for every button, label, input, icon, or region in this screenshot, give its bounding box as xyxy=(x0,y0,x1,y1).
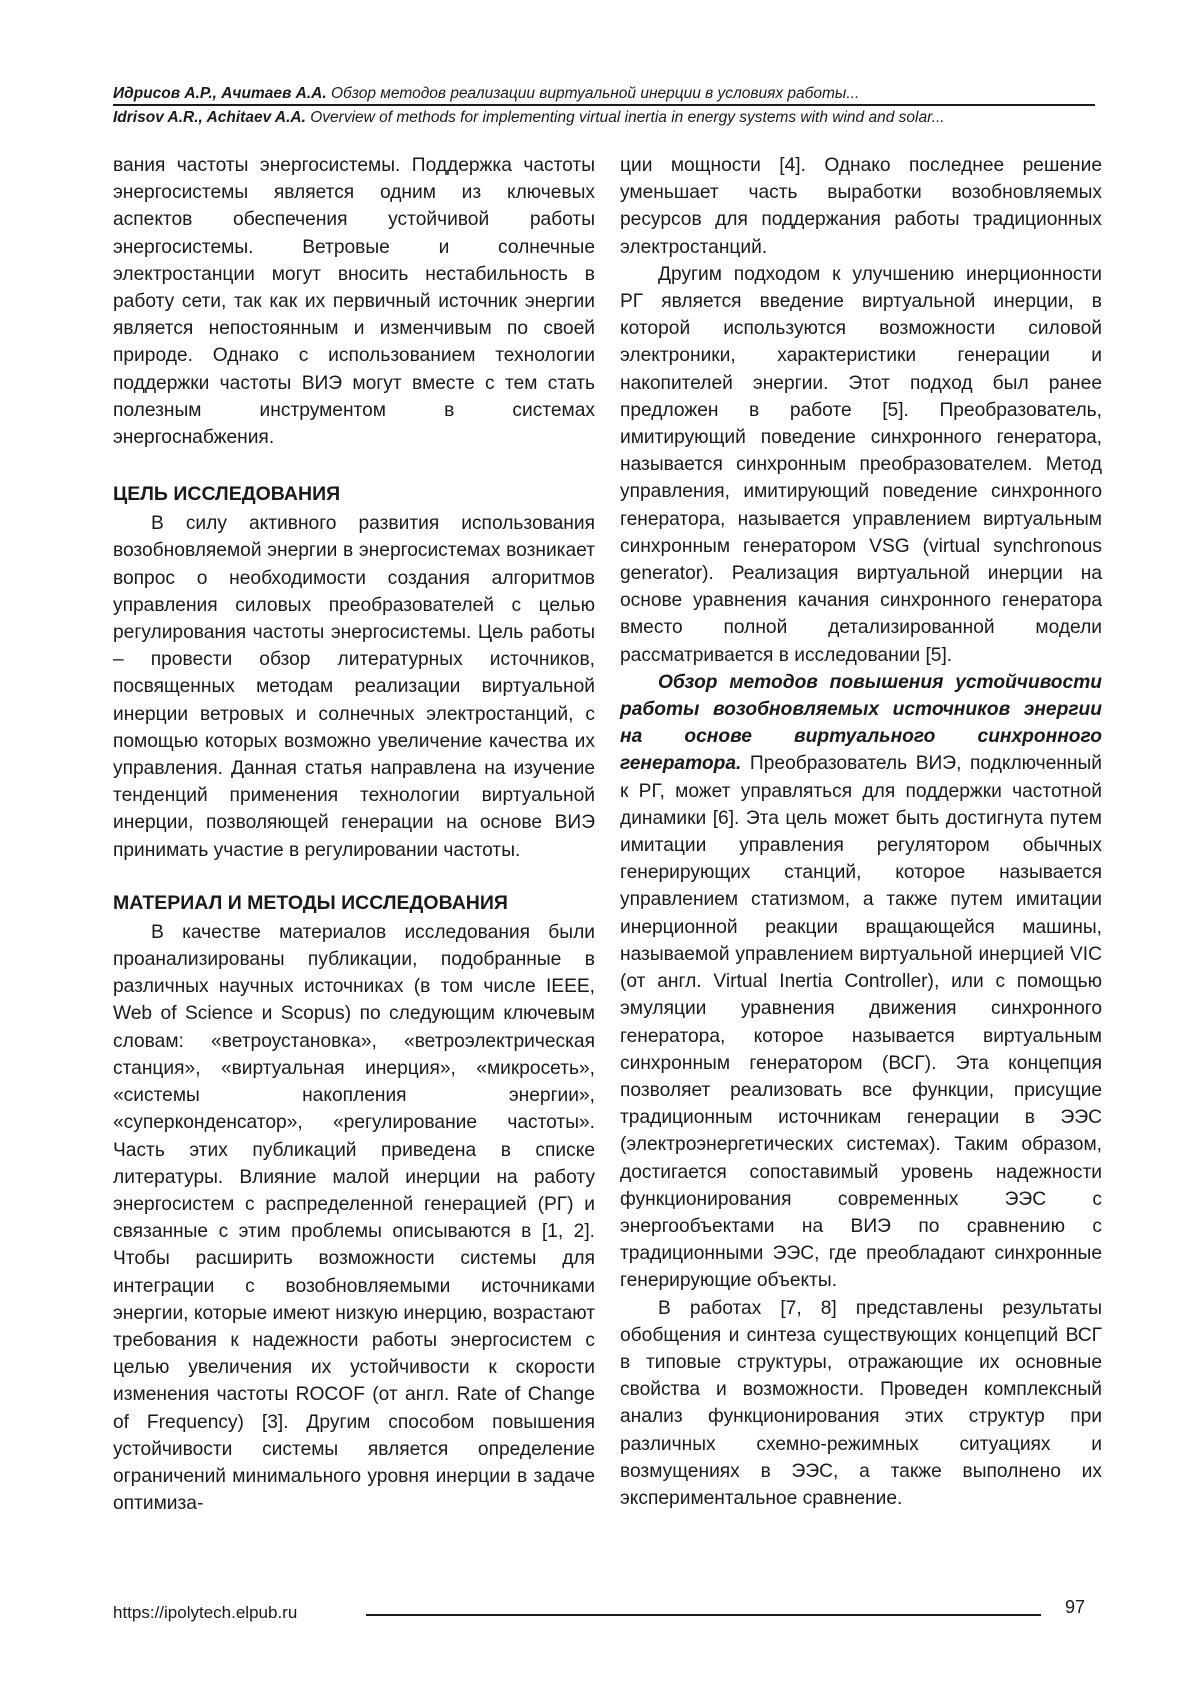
paragraph: ции мощности [4]. Однако последнее решение уменьшает часть выработки возобновляемых ресурсов для поддержания работы традиционных электростанций. xyxy=(620,155,1102,258)
paragraph-body: Преобразователь ВИЭ, подключенный к РГ, может управляться для поддержки частотной динамики [6]. Эта цель может быть достигнута путем имитации управления регулятором обычных генерирующих станций, которое называется управлением статизмом, а также путем имитации инерционной реакции вращающейся машины, называемой управлением виртуальной инерцией VIC (от англ. Virtual Inertia Controller), или с помощью эмуляции уравнения движения синхронного генератора, которое называется виртуальным синхронным генератором (ВСГ). Эта концепция позволяет реализовать все функции, присущие традиционным источникам генерации в ЭЭС (электроэнергетических системах). Таким образом, достигается сопоставимый уровень надежности функционирования современных ЭЭС с энергообъектами на ВИЭ по сравнению с традиционными ЭЭС, где преобладают синхронные генерирующие объекты. xyxy=(620,753,1102,1292)
paragraph xyxy=(620,669,1102,1295)
left-column xyxy=(113,152,595,1517)
footer-rule xyxy=(366,1614,1041,1616)
header-russian xyxy=(113,84,1095,106)
running-header xyxy=(113,84,1095,127)
paragraph: Другим подходом к улучшению инерционности РГ является введение виртуальной инерции, в которой используются возможности силовой электроники, характеристики генерации и накопителей энергии. Этот подход был ранее предложен в работе [5]. Преобразователь, имитирующий поведение синхронного генератора, называется синхронным преобразователем. Метод управления, имитирующий поведение синхронного генератора, называется управлением виртуальным синхронным генератором VSG (virtual synchronous generator). Реализация виртуальной инерции на основе уравнения качания синхронного генератора вместо полной детализированной модели рассматривается в исследовании [5]. xyxy=(620,263,1102,666)
section-heading-goal: ЦЕЛЬ ИССЛЕДОВАНИЯ xyxy=(113,483,341,506)
journal-url[interactable]: https://ipolytech.elpub.ru xyxy=(113,1603,298,1622)
paragraph: В силу активного развития использования возобновляемой энергии в энергосистемах возникает вопрос о необходимости создания алгоритмов управления силовых преобразователей с целью регулирования частоты энергосистемы. Цель работы – провести обзор литературных источников, посвященных методам реализации виртуальной инерции ветровых и солнечных электростанций, с помощью которых возможно увеличение качества их управления. Данная статья направлена на изучение тенденций применения технологии виртуальной инерции, позволяющей генерации на основе ВИЭ принимать участие в регулировании частоты. xyxy=(113,513,595,861)
right-column xyxy=(620,152,1102,1512)
header-ru-title: Обзор методов реализации виртуальной инерции в условиях работы... xyxy=(330,85,860,102)
header-en-title: Overview of methods for implementing virtual inertia in energy systems with wind and solar... xyxy=(310,109,945,126)
run-in-heading: Обзор методов повышения устойчивости работы возобновляемых источников энергии на основе виртуального синхронного генератора. xyxy=(620,671,1102,775)
paragraph: В качестве материалов исследования были проанализированы публикации, подобранные в различных научных источниках (в том числе IEEE, Web of Science и Scopus) по следующим ключевым словам: «ветроустановка», «ветроэлектрическая станция», «виртуальная инерция», «микросеть», «системы накопления энергии», «суперконденсатор», «регулирование частоты». Часть этих публикаций приведена в списке литературы. Влияние малой инерции на работу энергосистем с распределенной генерацией (РГ) и связанные с этим проблемы описываются в [1, 2]. Чтобы расширить возможности системы для интеграции с возобновляемыми источниками энергии, которые имеют низкую инерцию, возрастают требования к надежности работы энергосистем с целью увеличения их устойчивости к скорости изменения частоты ROCOF (от англ. Rate of Change of Frequency) [3]. Другим способом повышения устойчивости системы является определение ограничений минимального уровня инерции в задаче оптимиза- xyxy=(113,921,595,1515)
header-ru-authors: Идрисов А.Р., Ачитаев А.А. xyxy=(113,85,327,102)
page-number: 97 xyxy=(1064,1597,1085,1617)
paragraph: В работах [7, 8] представлены результаты обобщения и синтеза существующих концепций ВСГ в типовые структуры, отражающие их основные свойства и возможности. Проведен комплексный анализ функционирования этих структур при различных схемно-режимных ситуациях и возмущениях в ЭЭС, а также выполнено их экспериментальное сравнение. xyxy=(620,1297,1102,1509)
page-footer xyxy=(113,1597,1095,1627)
header-english xyxy=(113,108,1095,127)
paragraph: вания частоты энергосистемы. Поддержка частоты энергосистемы является одним из ключевых аспектов обеспечения устойчивой работы энергосистемы. Ветровые и солнечные электростанции могут вносить нестабильность в работу сети, так как их первичный источник энергии является непостоянным и изменчивым по своей природе. Однако с использованием технологии поддержки частоты ВИЭ могут вместе с тем стать полезным инструментом в системах энергоснабжения. xyxy=(113,155,595,449)
section-heading-methods: МАТЕРИАЛ И МЕТОДЫ ИССЛЕДОВАНИЯ xyxy=(113,891,508,914)
header-en-authors: Idrisov A.R., Achitaev A.A. xyxy=(113,109,306,126)
